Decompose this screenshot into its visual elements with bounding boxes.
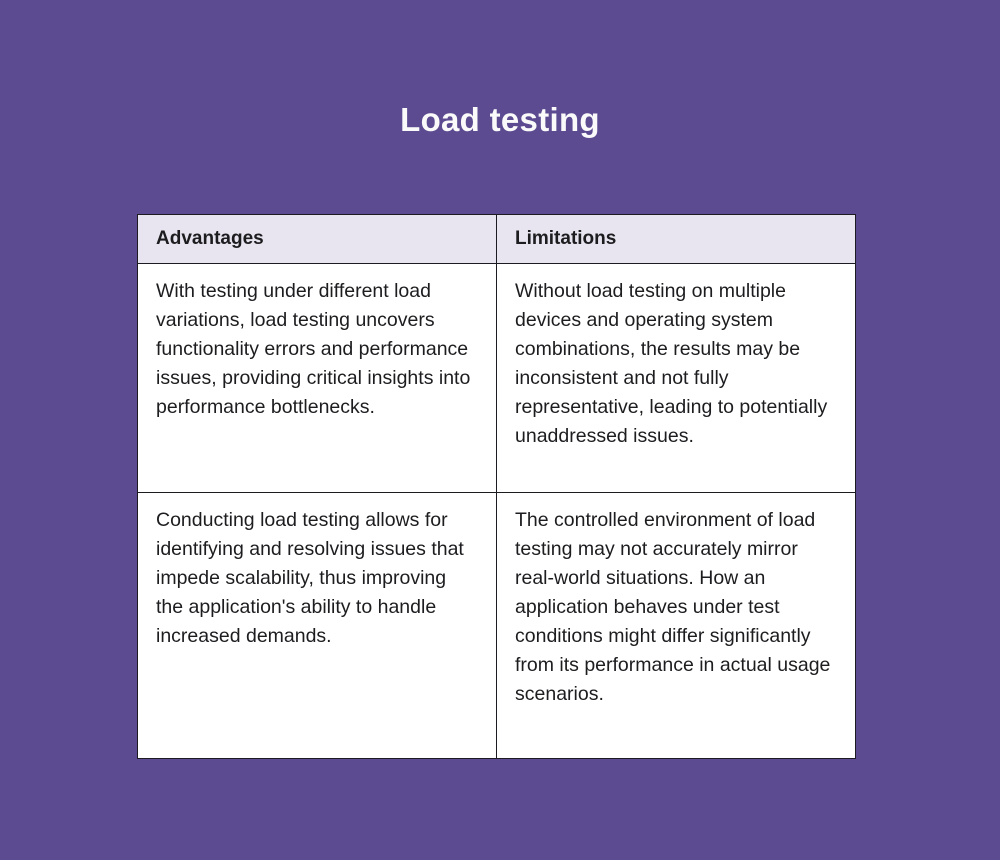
- limitations-cell-1: Without load testing on multiple devices and operating system combinations, the results may be inconsistent and not fully representative, leading to potentially unaddressed issues.: [497, 264, 856, 493]
- advantages-cell-2: Conducting load testing allows for identifying and resolving issues that impede scalability, thus improving the application's ability to handle increased demands.: [138, 493, 497, 759]
- table-header-advantages: Advantages: [138, 215, 497, 264]
- table-header-row: [138, 215, 856, 264]
- comparison-table: [137, 214, 856, 759]
- limitations-cell-2: The controlled environment of load testing may not accurately mirror real-world situations. How an application behaves under test conditions might differ significantly from its performance in actual usage scenarios.: [497, 493, 856, 759]
- table-header-limitations: Limitations: [497, 215, 856, 264]
- table-row: [138, 264, 856, 493]
- advantages-cell-1: With testing under different load variations, load testing uncovers functionality errors and performance issues, providing critical insights into performance bottlenecks.: [138, 264, 497, 493]
- page-title: Load testing: [400, 101, 600, 138]
- table-row: [138, 493, 856, 759]
